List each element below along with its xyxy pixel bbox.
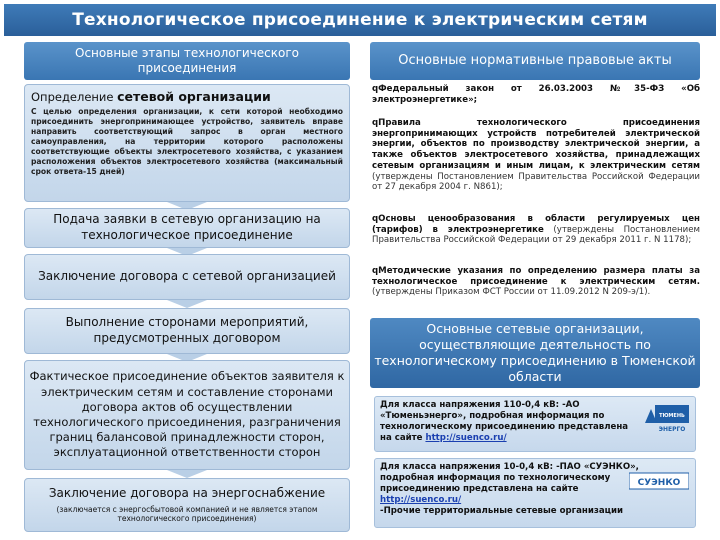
org-1-site-link[interactable]: http://suenco.ru/ xyxy=(425,433,507,443)
legal-act-item xyxy=(372,118,700,193)
org-suenko xyxy=(374,458,696,528)
stage-1-title-prefix: Определение xyxy=(31,90,114,104)
stage-6-title: Заключение договора на энергоснабжение xyxy=(48,485,326,500)
org-1-text xyxy=(380,400,642,444)
legal-act-title: Правила технологического присоединения энергопринимающих устройств потребителей электрической энергии, объектов по производству электрической энергии, а также объектов электросетевого хозяйства, принадлежащих сетевым организациям и иным лицам, к электрическим сетям xyxy=(372,118,700,171)
legal-act-note: (утверждены Постановлением Правительства Российской Федерации от 27 декабря 2004 г. N861); xyxy=(372,171,700,193)
left-column-header: Основные этапы технологического присоединения xyxy=(24,42,350,80)
arrow-down-icon xyxy=(167,300,207,308)
org-1-description: Для класса напряжения 110-0,4 кВ: -АО «Тюменьэнерго», подробная информация по технологическому присоединению представлена на сайте xyxy=(380,400,629,443)
legal-act-title: Основы ценообразования в области регулируемых цен (тарифов) в электроэнергетике xyxy=(372,214,700,235)
stage-submit-application: Подача заявки в сетевую организацию на технологическое присоединение xyxy=(24,208,350,248)
suenko-logo-icon xyxy=(629,467,689,493)
stage-1-title-bold: сетевой организации xyxy=(117,89,271,104)
org-tyumenenergo xyxy=(374,396,696,452)
legal-act-note: (утверждены Приказом ФСТ России от 11.09.2012 N 209-э/1). xyxy=(372,287,651,298)
svg-text:ЭНЕРГО: ЭНЕРГО xyxy=(658,426,686,433)
stage-6-note: (заключается с энергосбытовой компанией и не является этапом технологического присоединения) xyxy=(56,504,318,524)
stage-energy-supply-contract xyxy=(24,478,350,532)
stage-1-title xyxy=(31,89,343,105)
legal-act-item xyxy=(372,214,700,246)
stage-conclude-contract: Заключение договора с сетевой организацией xyxy=(24,254,350,300)
stage-actual-connection: Фактическое присоединение объектов заявителя к электрическим сетям и составление сторонами договора актов об осуществлении технологического присоединения, разграничения границ балансовой принадлежности сторон, эксплуатационной ответственности сторон xyxy=(24,360,350,470)
network-orgs-header: Основные сетевые организации, осуществляющие деятельность по технологическому присоединению в Тюменской области xyxy=(370,318,700,388)
bullet-icon: q xyxy=(372,266,379,276)
arrow-down-icon xyxy=(167,470,207,478)
stage-define-network-org xyxy=(24,84,350,202)
legal-act-item xyxy=(372,266,700,298)
bullet-icon: q xyxy=(372,84,379,94)
svg-text:ТЮМЕНЬ: ТЮМЕНЬ xyxy=(659,413,685,419)
legal-act-item xyxy=(372,84,700,105)
stage-1-description: С целью определения организации, к сети которой необходимо присоединить энергопринимающее устройство, заявитель вправе направить соответствующий запрос в орган местного самоуправления, на территории которого расположены соответствующие объекты электросетевого хозяйства, с указанием расположения объектов электросетевого хозяйства (максимальный срок ответа-15 дней) xyxy=(31,107,343,177)
page-title: Технологическое присоединение к электрическим сетям xyxy=(4,4,716,36)
legal-act-title: Федеральный закон от 26.03.2003 №35-ФЗ «Об электроэнергетике»; xyxy=(372,84,700,105)
bullet-icon: q xyxy=(372,118,379,128)
tyumenenergo-logo-icon xyxy=(641,405,689,435)
org-2-description: Для класса напряжения 10-0,4 кВ: -ПАО «СУЭНКО», подробная информация по технологическому присоединению представлена на сайте xyxy=(380,462,639,494)
legal-act-title: Методические указания по определению размера платы за технологическое присоединение к электрическим сетям. xyxy=(372,266,700,287)
legal-act-note: (утверждены Постановлением Правительства Российской Федерации от 29 декабря 2011 г. N 1178); xyxy=(372,224,700,246)
bullet-icon: q xyxy=(372,214,379,224)
org-2-other-orgs: -Прочие территориальные сетевые организации xyxy=(380,506,624,516)
right-column-header: Основные нормативные правовые акты xyxy=(370,42,700,80)
svg-text:СУЭНКО: СУЭНКО xyxy=(637,478,681,488)
stage-perform-measures: Выполнение сторонами мероприятий, предусмотренных договором xyxy=(24,308,350,354)
org-2-text xyxy=(380,462,642,517)
org-2-site-link[interactable]: http://suenco.ru/ xyxy=(380,495,462,505)
